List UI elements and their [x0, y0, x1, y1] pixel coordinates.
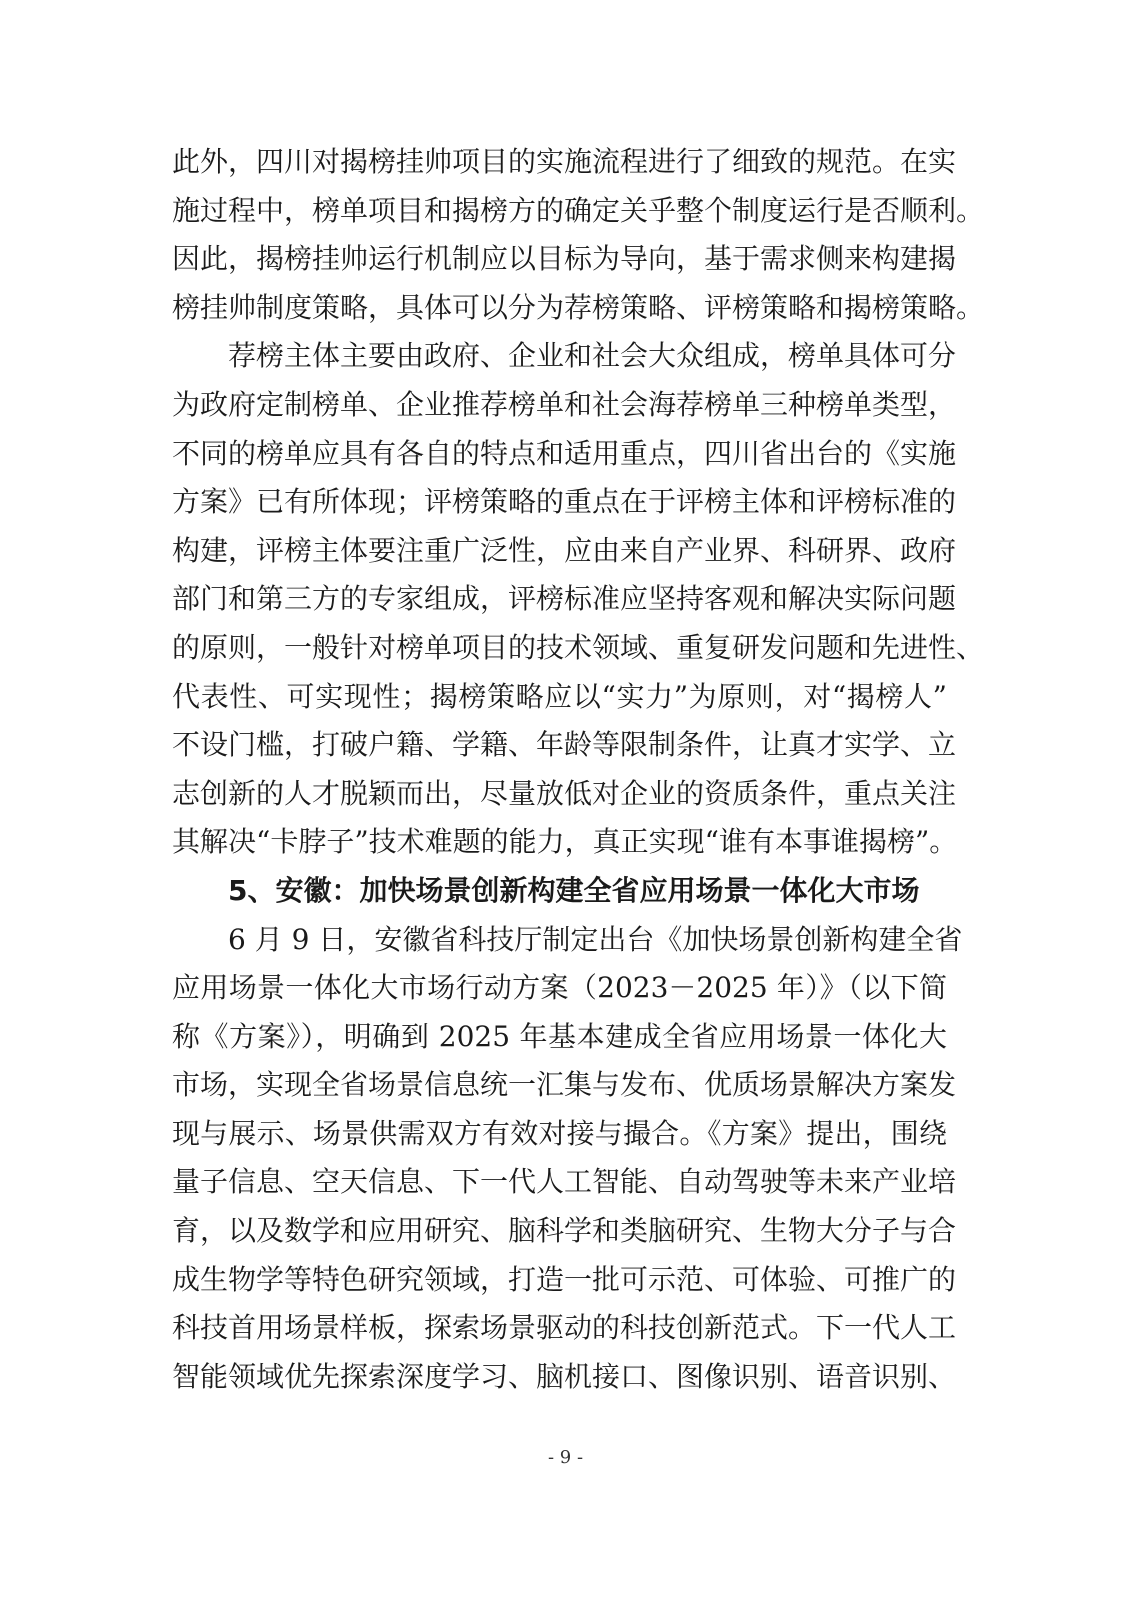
page-number: - 9 -	[547, 1447, 584, 1468]
text-line: 称《方案》），明确到 2025 年基本建成全省应用场景一体化大	[172, 1019, 947, 1053]
text-line: 6 月 9 日，安徽省科技厅制定出台《加快场景创新构建全省	[172, 922, 963, 956]
body-text	[172, 138, 985, 1401]
text-line: 施过程中，榜单项目和揭榜方的确定关乎整个制度运行是否顺利。	[172, 193, 985, 227]
text-line: 因此，揭榜挂帅运行机制应以目标为导向，基于需求侧来构建揭	[172, 242, 957, 276]
text-line: 市场，实现全省场景信息统一汇集与发布、优质场景解决方案发	[172, 1068, 957, 1102]
text-line: 榜挂帅制度策略，具体可以分为荐榜策略、评榜策略和揭榜策略。	[172, 290, 985, 324]
text-line: 方案》已有所体现；评榜策略的重点在于评榜主体和评榜标准的	[172, 485, 957, 519]
text-line: 育，以及数学和应用研究、脑科学和类脑研究、生物大分子与合	[172, 1214, 957, 1248]
text-line: 科技首用场景样板，探索场景驱动的科技创新范式。下一代人工	[172, 1311, 957, 1345]
text-line: 为政府定制榜单、企业推荐榜单和社会海荐榜单三种榜单类型，	[172, 387, 957, 421]
section-heading: 5、安徽：加快场景创新构建全省应用场景一体化大市场	[228, 873, 920, 907]
text-line: 构建，评榜主体要注重广泛性，应由来自产业界、科研界、政府	[172, 533, 957, 567]
text-line: 此外，四川对揭榜挂帅项目的实施流程进行了细致的规范。在实	[172, 145, 957, 178]
text-line: 成生物学等特色研究领域，打造一批可示范、可体验、可推广的	[172, 1262, 957, 1296]
text-line: 荐榜主体主要由政府、企业和社会大众组成，榜单具体可分	[172, 339, 957, 373]
text-line: 不同的榜单应具有各自的特点和适用重点，四川省出台的《实施	[172, 436, 957, 470]
text-line: 的原则，一般针对榜单项目的技术领域、重复研发问题和先进性、	[172, 630, 985, 664]
text-line: 不设门槛，打破户籍、学籍、年龄等限制条件，让真才实学、立	[172, 728, 957, 762]
text-line: 志创新的人才脱颖而出，尽量放低对企业的资质条件，重点关注	[172, 776, 957, 810]
text-line: 现与展示、场景供需双方有效对接与撮合。《方案》提出，围绕	[172, 1116, 947, 1150]
text-line: 应用场景一体化大市场行动方案（2023－2025 年）》（以下简	[172, 971, 947, 1005]
text-line: 部门和第三方的专家组成，评榜标准应坚持客观和解决实际问题	[172, 582, 957, 616]
text-line: 代表性、可实现性；揭榜策略应以“实力”为原则，对“揭榜人”	[172, 679, 947, 713]
text-line: 其解决“卡脖子”技术难题的能力，真正实现“谁有本事谁揭榜”。	[172, 825, 958, 859]
text-line: 智能领域优先探索深度学习、脑机接口、图像识别、语音识别、	[172, 1359, 957, 1393]
text-line: 量子信息、空天信息、下一代人工智能、自动驾驶等未来产业培	[172, 1165, 957, 1199]
